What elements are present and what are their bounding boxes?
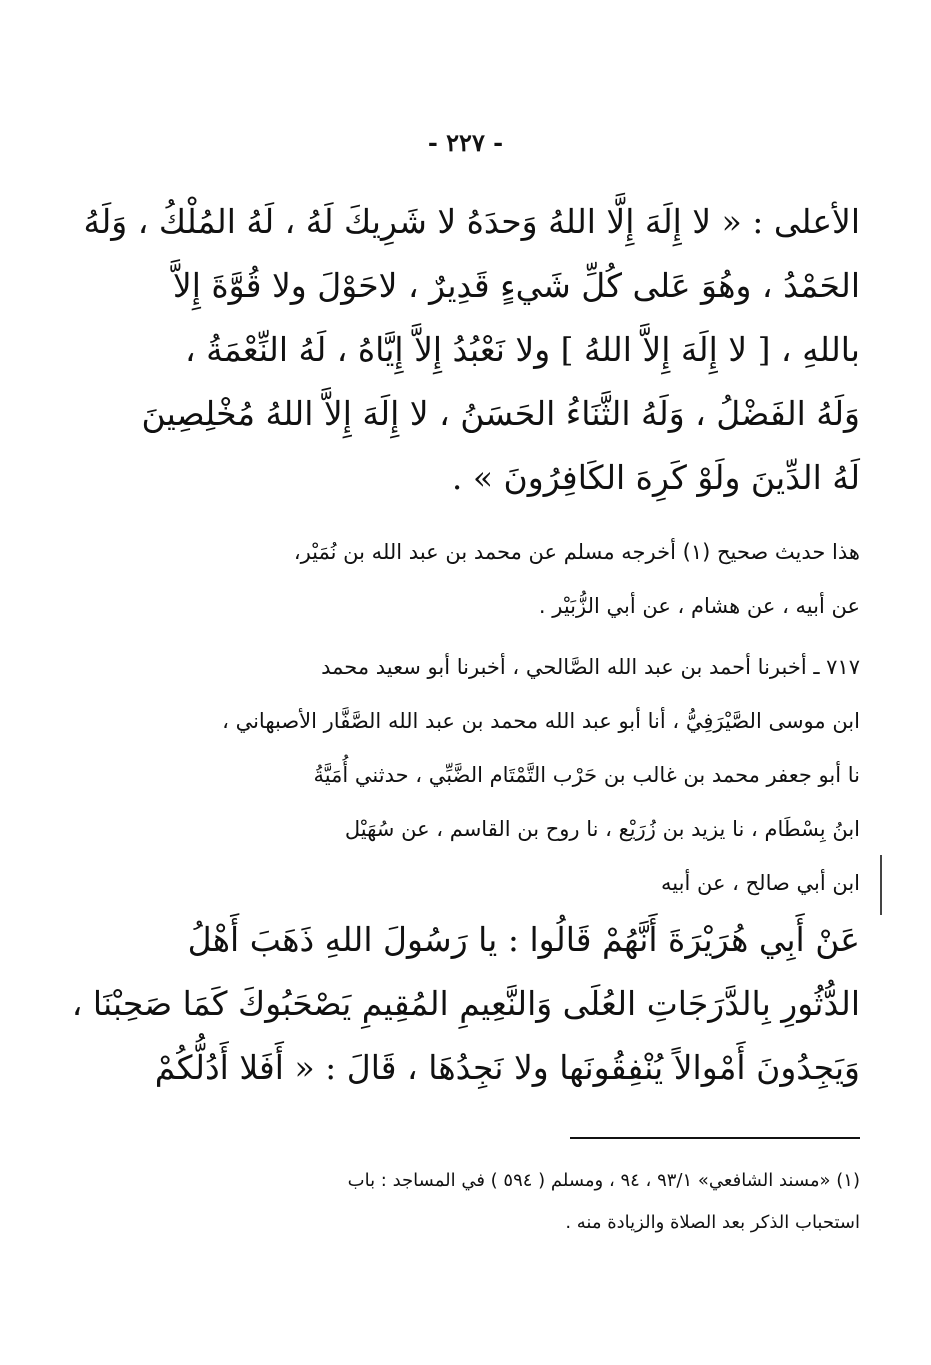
commentary-line: عن أبيه ، عن هشام ، عن أبي الزُّبَيْر . [538, 594, 860, 618]
isnad-line: ابنُ بِسْطَام ، نا يزيد بن زُرَيْع ، نا روح بن القاسم ، عن سُهَيْل [344, 817, 860, 841]
hadith-line: الحَمْدُ ، وهُوَ عَلى كُلِّ شَيءٍ قَدِيرٌ ، لاحَوْلَ ولا قُوَّةَ إِلاَّ [172, 266, 860, 305]
isnad-line: ابن أبي صالح ، عن أبيه [661, 871, 860, 895]
page-number: - ٢٢٧ - [427, 128, 504, 157]
footnote-divider [570, 1137, 860, 1139]
hadith-line: الأعلى : « لا إِلَهَ إِلَّا اللهُ وَحدَهُ لا شَرِيكَ لَهُ ، لَهُ المُلْكُ ، وَلَهُ [83, 202, 860, 241]
margin-mark [880, 855, 882, 915]
hadith-text-block [83, 190, 860, 510]
isnad-line: ابن موسى الصَّيْرَفِيُّ ، أنا أبو عبد الله محمد بن عبد الله الصَّفَّار الأصبهاني ، [222, 709, 860, 733]
footnote-line: استحباب الذكر بعد الصلاة والزيادة منه . [565, 1212, 860, 1233]
isnad-line: نا أبو جعفر محمد بن غالب بن حَرْب التَّمْتَام الضَّبِّي ، حدثني أُمَيَّةُ [313, 763, 860, 787]
hadith-2-text-block [71, 908, 860, 1100]
hadith-2-line: عَنْ أَبِي هُرَيْرَةَ أَنَّهُمْ قَالُوا : يا رَسُولَ اللهِ ذَهَبَ أَهْلُ [187, 920, 860, 959]
isnad-block [180, 640, 860, 910]
isnad-line: ٧١٧ ـ أخبرنا أحمد بن عبد الله الصَّالحي ، أخبرنا أبو سعيد محمد [321, 655, 860, 679]
hadith-2-line: الدُّثُورِ بِالدَّرَجَاتِ العُلَى وَالنَّعِيمِ المُقِيمِ يَصْحَبُوكَ كَمَا صَحِبْنَا ، [71, 984, 860, 1023]
commentary-line: هذا حديث صحيح (١) أخرجه مسلم عن محمد بن عبد الله بن نُمَيْر، [293, 540, 860, 564]
hadith-2-line: وَيَجِدُونَ أَمْوالاً يُنْفِقُونَها ولا نَجِدُهَا ، قَالَ : « أَفَلا أَدُلُّكُمْ [154, 1048, 860, 1087]
hadith-line: وَلَهُ الفَضْلُ ، وَلَهُ الثَّنَاءُ الحَسَنُ ، لا إِلَهَ إِلاَّ اللهُ مُخْلِصِينَ [141, 394, 860, 433]
commentary-block [180, 525, 860, 633]
footnote-block [180, 1160, 860, 1244]
hadith-line: باللهِ ، [ لا إِلَهَ إِلاَّ اللهُ ] ولا نَعْبُدُ إِلاَّ إِيَّاهُ ، لَهُ النِّعْمَةُ ، [185, 330, 860, 369]
footnote-line: (١) «مسند الشافعي» ٩٣/١ ، ٩٤ ، ومسلم ( ٥٩٤ ) في المساجد : باب [347, 1170, 860, 1191]
hadith-line: لَهُ الدِّينَ ولَوْ كَرِهَ الكَافِرُونَ » . [451, 458, 860, 497]
